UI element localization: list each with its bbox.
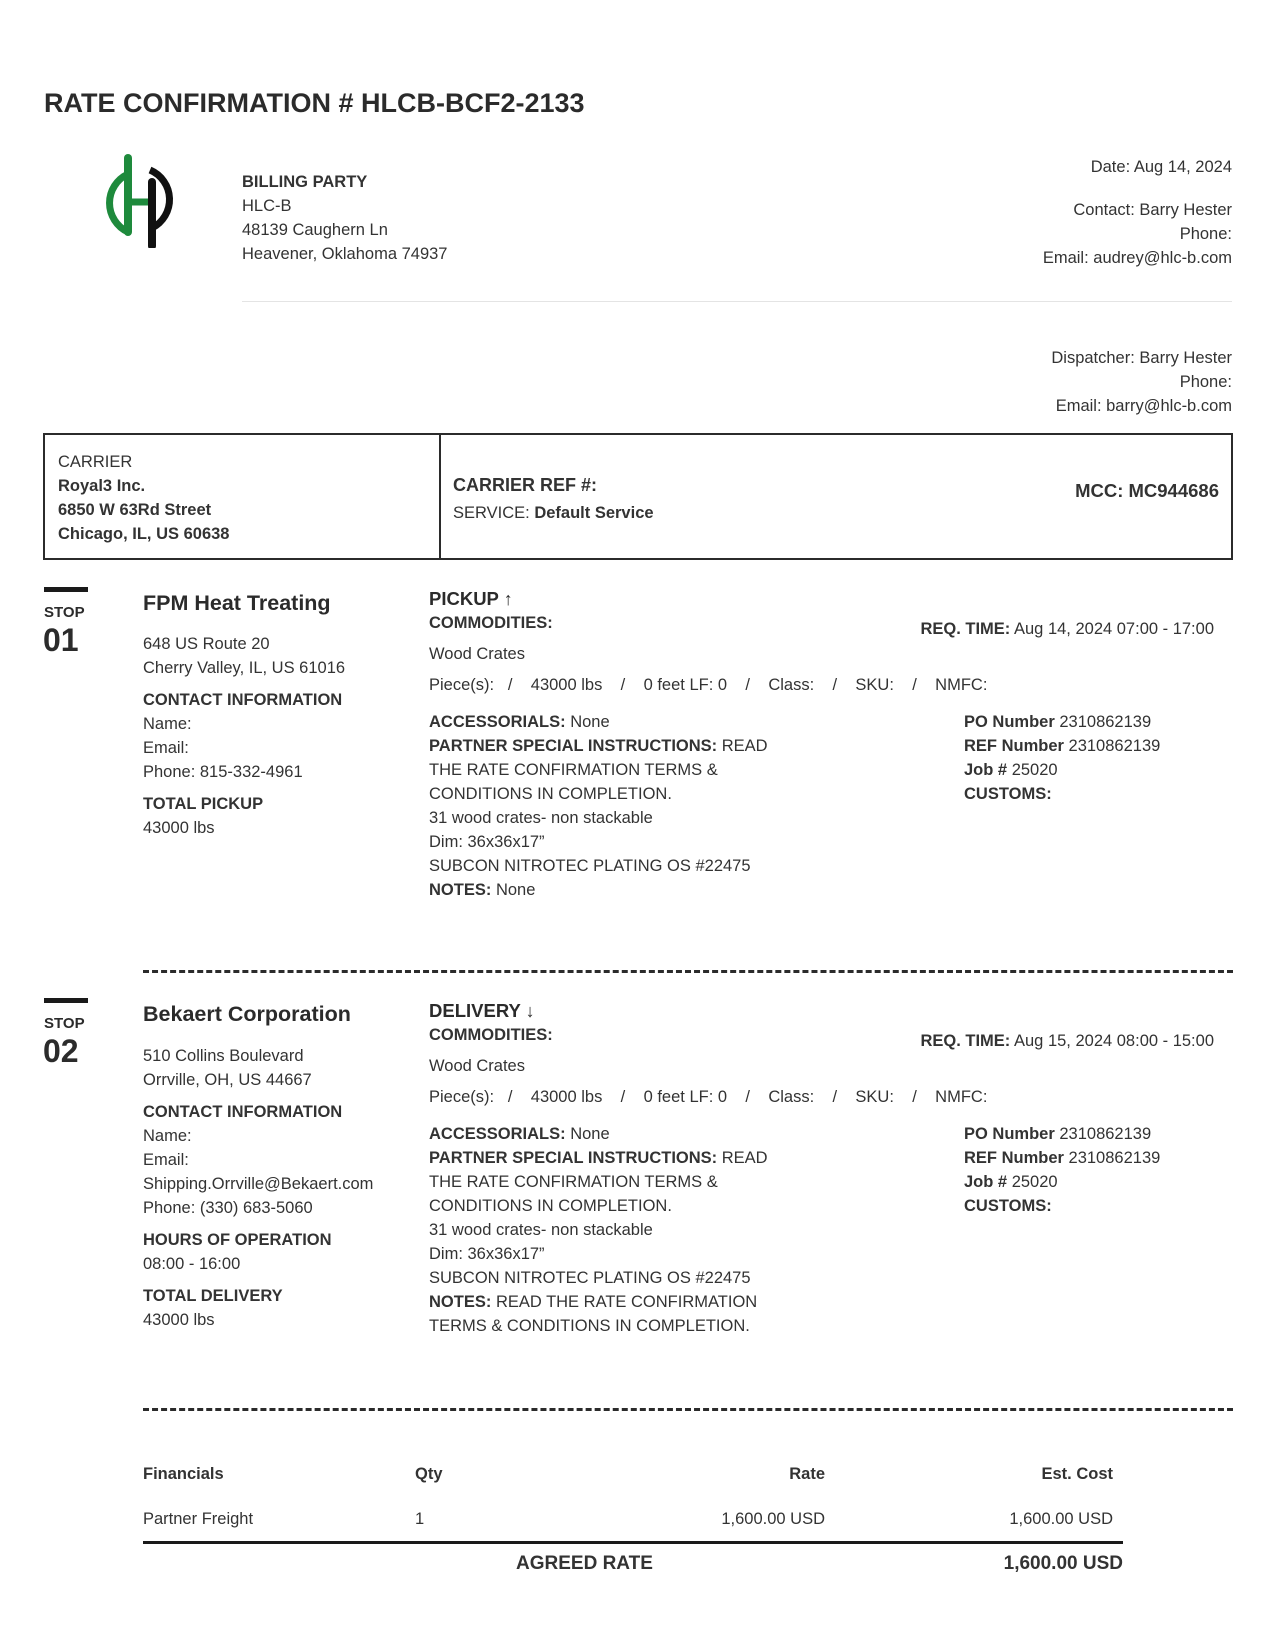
job-label: Job # (964, 1173, 1008, 1191)
psi-line: 31 wood crates- non stackable (429, 809, 653, 827)
req-time-label: REQ. TIME: (920, 620, 1011, 638)
notes-value: None (495, 881, 536, 899)
contact-phone: Phone: (1179, 225, 1232, 243)
section-divider (143, 1408, 1233, 1411)
psi-line: CONDITIONS IN COMPLETION. (429, 785, 672, 803)
line-qty: 1 (415, 1510, 425, 1528)
pickup-section (429, 587, 809, 666)
stop-address1: 510 Collins Boulevard (143, 1047, 304, 1065)
agreed-rate-label: AGREED RATE (516, 1553, 653, 1574)
accessorials-value: None (570, 1125, 610, 1143)
pickup-header (429, 587, 809, 611)
contact-email-value: Shipping.Orrville@Bekaert.com (143, 1175, 374, 1193)
psi-line: Dim: 36x36x17” (429, 1245, 545, 1263)
billing-address2: Heavener, Oklahoma 74937 (242, 245, 448, 263)
billing-address1: 48139 Caughern Ln (242, 221, 388, 239)
carrier-city: Chicago, IL, US 60638 (58, 525, 230, 543)
billing-party (242, 170, 447, 266)
mcc-number: MCC: MC944686 (1075, 480, 1219, 501)
section-divider (143, 970, 1233, 973)
line-cost: 1,600.00 USD (1009, 1510, 1113, 1528)
req-time-label: REQ. TIME: (920, 1032, 1011, 1050)
psi-line: THE RATE CONFIRMATION TERMS & (429, 1173, 718, 1191)
stop-address2: Cherry Valley, IL, US 61016 (143, 659, 346, 677)
psi-line: Dim: 36x36x17” (429, 833, 545, 851)
arrow-up-icon: ↑ (503, 589, 513, 609)
accessorials-label: ACCESSORIALS: (429, 1125, 566, 1143)
customs-label: CUSTOMS: (964, 1197, 1052, 1215)
agreed-rate-value: 1,600.00 USD (1003, 1553, 1123, 1574)
psi-line: SUBCON NITROTEC PLATING OS #22475 (429, 857, 751, 875)
service-line (453, 501, 654, 525)
stop-address2: Orrville, OH, US 44667 (143, 1071, 312, 1089)
psi-label: PARTNER SPECIAL INSTRUCTIONS: (429, 737, 718, 755)
po-label: PO Number (964, 713, 1055, 731)
hours-header: HOURS OF OPERATION (143, 1231, 332, 1249)
dispatcher-email: Email: barry@hlc-b.com (1055, 397, 1232, 415)
psi-first: READ (721, 737, 768, 755)
reference-numbers (964, 1122, 1160, 1218)
po-value: 2310862139 (1059, 1125, 1152, 1143)
carrier-info (45, 435, 441, 558)
total-value: 43000 lbs (143, 819, 215, 837)
ref-label: REF Number (964, 737, 1064, 755)
contact-email: Email: (143, 1151, 189, 1169)
line-item: Partner Freight (143, 1510, 254, 1528)
service-label: SERVICE: (453, 504, 530, 522)
stop-details (143, 1044, 403, 1332)
contact-name: Name: (143, 1127, 192, 1145)
contact-header: CONTACT INFORMATION (143, 1103, 343, 1121)
pickup-title: PICKUP (429, 588, 499, 609)
dispatcher-phone: Phone: (1179, 373, 1232, 391)
notes-value: READ THE RATE CONFIRMATION (495, 1293, 758, 1311)
contact-email: Email: audrey@hlc-b.com (1042, 249, 1232, 267)
job-value: 25020 (1011, 761, 1058, 779)
stop-label: STOP (44, 1015, 85, 1032)
commodities-label: COMMODITIES: (429, 1026, 553, 1044)
date-text: Date: Aug 14, 2024 (1090, 158, 1232, 176)
stop-label: STOP (44, 604, 85, 621)
ref-label: REF Number (964, 1149, 1064, 1167)
qty-header: Qty (415, 1465, 443, 1483)
notes-line: TERMS & CONDITIONS IN COMPLETION. (429, 1317, 750, 1335)
instructions (429, 710, 809, 902)
notes-label: NOTES: (429, 1293, 492, 1311)
req-time (920, 617, 1214, 641)
carrier-label: CARRIER (58, 453, 133, 471)
contact-info (1043, 198, 1232, 270)
billing-name: HLC-B (242, 197, 292, 215)
ref-value: 2310862139 (1068, 1149, 1161, 1167)
commodity-name: Wood Crates (429, 645, 525, 663)
contact-phone: Phone: (330) 683-5060 (143, 1199, 313, 1217)
stop-marker (44, 587, 88, 592)
po-value: 2310862139 (1059, 713, 1152, 731)
total-rule (143, 1541, 1123, 1544)
total-header: TOTAL DELIVERY (143, 1287, 283, 1305)
psi-label: PARTNER SPECIAL INSTRUCTIONS: (429, 1149, 718, 1167)
rate-header: Rate (789, 1465, 825, 1483)
customs-label: CUSTOMS: (964, 785, 1052, 803)
total-header: TOTAL PICKUP (143, 795, 264, 813)
carrier-ref-panel (441, 435, 1231, 558)
ref-value: 2310862139 (1068, 737, 1161, 755)
cost-header: Est. Cost (1041, 1465, 1113, 1483)
carrier-ref-label: CARRIER REF #: (453, 475, 598, 495)
financials-header: Financials (143, 1465, 224, 1483)
pieces-line: Piece(s): / 43000 lbs / 0 feet LF: 0 / Class: / SKU: / NMFC: (429, 1088, 988, 1106)
stop-number: 02 (43, 1033, 79, 1069)
pieces-line: Piece(s): / 43000 lbs / 0 feet LF: 0 / Class: / SKU: / NMFC: (429, 676, 988, 694)
total-value: 43000 lbs (143, 1311, 215, 1329)
contact-name: Name: (143, 715, 192, 733)
psi-line: 31 wood crates- non stackable (429, 1221, 653, 1239)
carrier-box (43, 433, 1233, 560)
line-rate: 1,600.00 USD (721, 1510, 825, 1528)
reference-numbers (964, 710, 1160, 806)
stop-marker (44, 998, 88, 1003)
delivery-section (429, 999, 809, 1078)
financials-header-row (143, 1462, 1123, 1486)
notes-label: NOTES: (429, 881, 492, 899)
dispatcher-name: Dispatcher: Barry Hester (1051, 349, 1232, 367)
hours-value: 08:00 - 16:00 (143, 1255, 241, 1273)
arrow-down-icon: ↓ (525, 1001, 535, 1021)
stop-number: 01 (43, 622, 79, 658)
financials-row (143, 1507, 1123, 1531)
carrier-name: Royal3 Inc. (58, 477, 146, 495)
contact-name: Contact: Barry Hester (1073, 201, 1232, 219)
contact-phone: Phone: 815-332-4961 (143, 763, 303, 781)
delivery-title: DELIVERY (429, 1000, 521, 1021)
divider (242, 301, 1232, 302)
req-time-value: Aug 15, 2024 08:00 - 15:00 (1014, 1032, 1214, 1050)
company-logo (100, 152, 180, 248)
contact-header: CONTACT INFORMATION (143, 691, 343, 709)
carrier-street: 6850 W 63Rd Street (58, 501, 212, 519)
commodities-label: COMMODITIES: (429, 614, 553, 632)
contact-email: Email: (143, 739, 189, 757)
delivery-header (429, 999, 809, 1023)
psi-line: THE RATE CONFIRMATION TERMS & (429, 761, 718, 779)
billing-label: BILLING PARTY (242, 173, 368, 191)
req-time-value: Aug 14, 2024 07:00 - 17:00 (1014, 620, 1214, 638)
dispatcher-info (1051, 346, 1232, 418)
stop-details (143, 632, 403, 840)
commodity-name: Wood Crates (429, 1057, 525, 1075)
psi-line: CONDITIONS IN COMPLETION. (429, 1197, 672, 1215)
service-value: Default Service (534, 504, 654, 522)
facility-name: FPM Heat Treating (143, 591, 331, 615)
accessorials-label: ACCESSORIALS: (429, 713, 566, 731)
page-title: RATE CONFIRMATION # HLCB-BCF2-2133 (44, 88, 585, 118)
psi-line: SUBCON NITROTEC PLATING OS #22475 (429, 1269, 751, 1287)
job-label: Job # (964, 761, 1008, 779)
facility-name: Bekaert Corporation (143, 1002, 351, 1026)
req-time (920, 1029, 1214, 1053)
psi-first: READ (721, 1149, 768, 1167)
job-value: 25020 (1011, 1173, 1058, 1191)
stop-address1: 648 US Route 20 (143, 635, 270, 653)
accessorials-value: None (570, 713, 610, 731)
instructions (429, 1122, 809, 1338)
po-label: PO Number (964, 1125, 1055, 1143)
